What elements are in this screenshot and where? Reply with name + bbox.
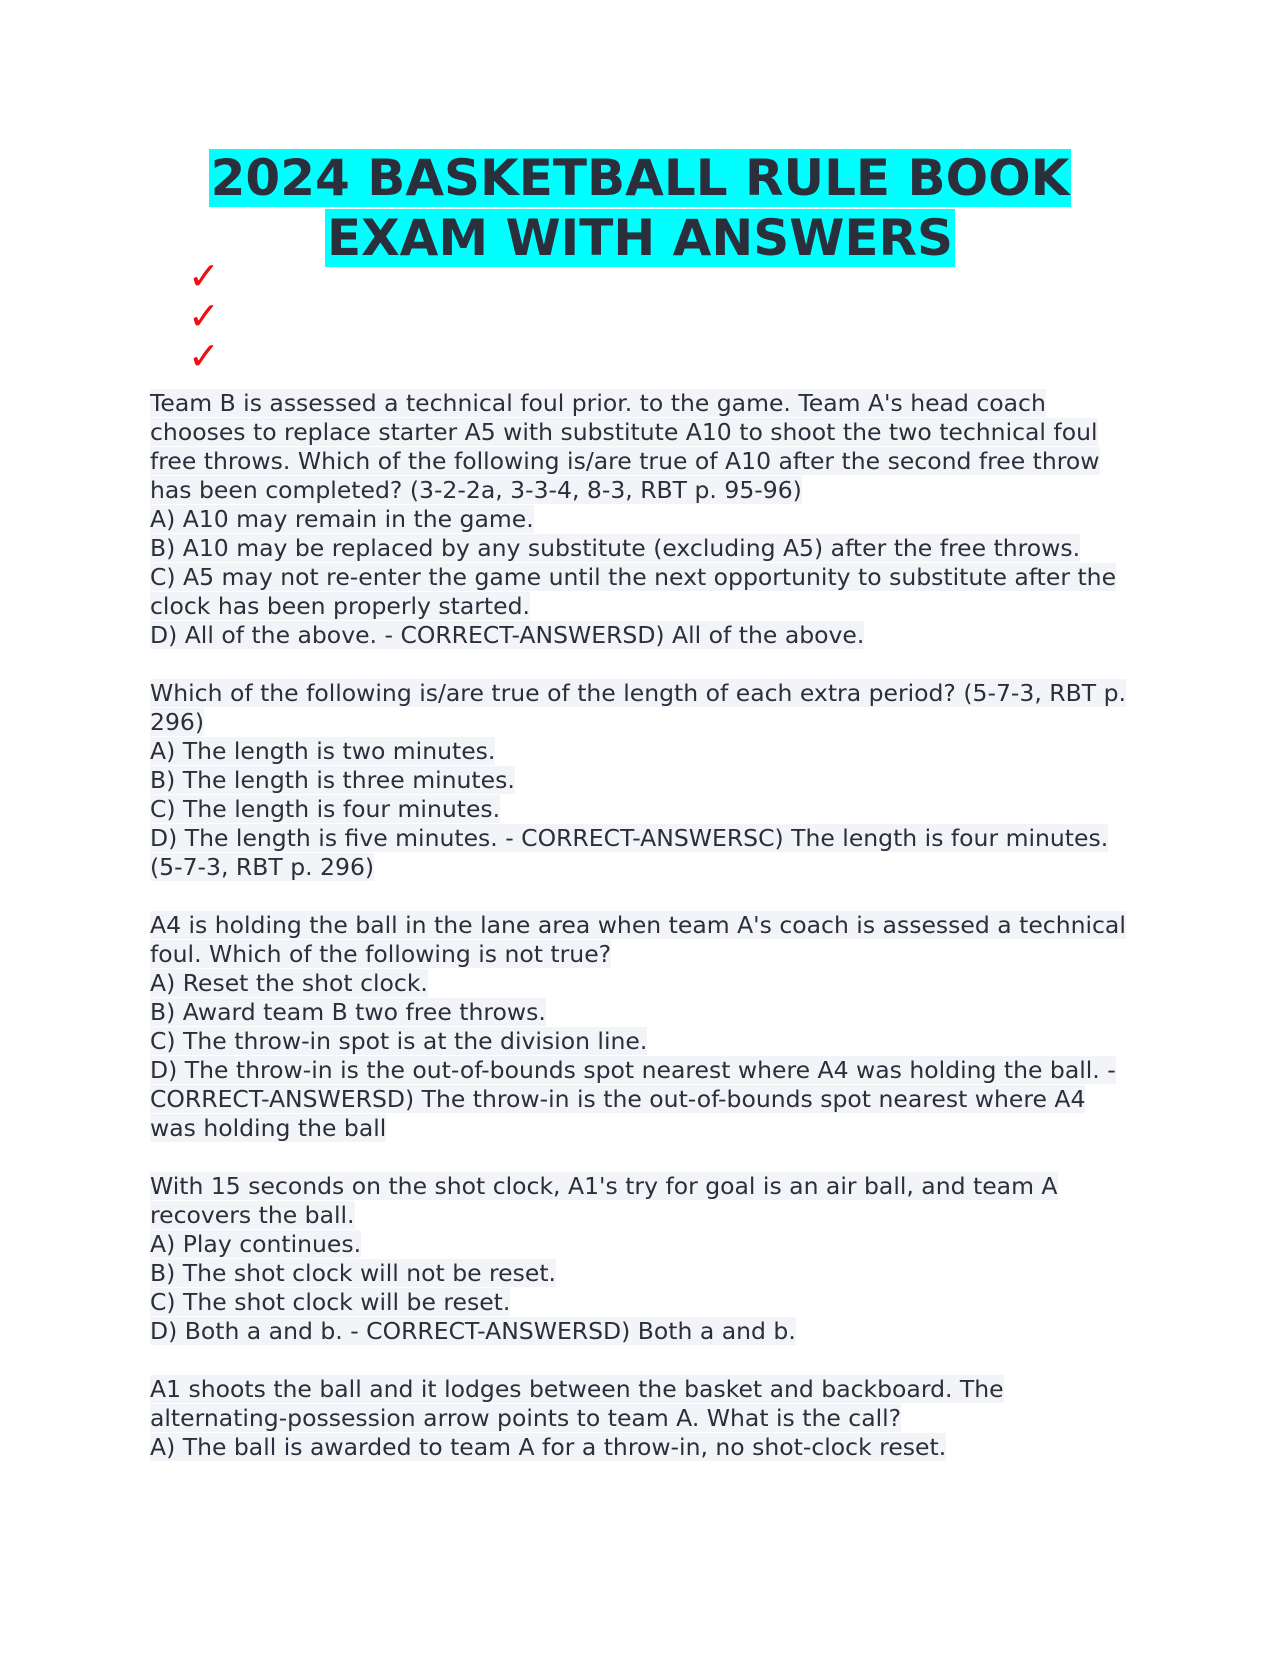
correct-answer: D) Both a and b. - CORRECT-ANSWERSD) Both a and b. [150,1317,796,1345]
answer-option: A) A10 may remain in the game. [150,505,534,533]
question-block-5 [150,1375,1130,1462]
correct-answer: D) The length is five minutes. - CORRECT-ANSWERSC) The length is four minutes. (5-7-3, RBT p. 296) [150,824,1109,881]
question-block-3 [150,911,1130,1143]
answer-option: C) The length is four minutes. [150,795,501,823]
question-block-4 [150,1172,1130,1346]
question-block-1 [150,389,1130,650]
checkmark-icon: ✓ [188,294,220,338]
answer-option: A) The length is two minutes. [150,737,496,765]
checkmark-list [188,256,248,376]
document-title [150,148,1130,268]
question-block-2 [150,679,1130,882]
correct-answer: D) All of the above. - CORRECT-ANSWERSD) All of the above. [150,621,865,649]
question-text: Team B is assessed a technical foul prior. to the game. Team A's head coach chooses to replace starter A5 with substitute A10 to shoot the two technical foul free throws. Which of the following is/are true of A10 after the second free throw has been completed? (3-2-2a, 3-3-4, 8-3, RBT p. 95-96) [150,389,1100,504]
title-line-2: EXAM WITH ANSWERS [326,209,954,267]
correct-answer: D) The throw-in is the out-of-bounds spot nearest where A4 was holding the ball. - CORRECT-ANSWERSD) The throw-in is the out-of-bounds spot nearest where A4 was holding the ball [150,1056,1116,1142]
checkmark-icon: ✓ [188,334,220,378]
answer-option: C) A5 may not re-enter the game until the next opportunity to substitute after the clock has been properly started. [150,563,1117,620]
answer-option: A) Play continues. [150,1230,362,1258]
exam-content [150,389,1130,1491]
answer-option: A) The ball is awarded to team A for a throw-in, no shot-clock reset. [150,1433,947,1461]
answer-option: B) Award team B two free throws. [150,998,546,1026]
question-text: Which of the following is/are true of the length of each extra period? (5-7-3, RBT p. 296) [150,679,1126,736]
answer-option: B) A10 may be replaced by any substitute (excluding A5) after the free throws. [150,534,1081,562]
answer-option: A) Reset the shot clock. [150,969,428,997]
title-line-1: 2024 BASKETBALL RULE BOOK [210,149,1070,207]
question-text: A1 shoots the ball and it lodges between the basket and backboard. The alternating-possession arrow points to team A. What is the call? [150,1375,1004,1432]
checkmark-icon: ✓ [188,254,220,298]
question-text: With 15 seconds on the shot clock, A1's try for goal is an air ball, and team A recovers the ball. [150,1172,1058,1229]
answer-option: B) The length is three minutes. [150,766,515,794]
answer-option: C) The throw-in spot is at the division line. [150,1027,648,1055]
question-text: A4 is holding the ball in the lane area when team A's coach is assessed a technical foul. Which of the following is not true? [150,911,1126,968]
answer-option: B) The shot clock will not be reset. [150,1259,557,1287]
answer-option: C) The shot clock will be reset. [150,1288,511,1316]
